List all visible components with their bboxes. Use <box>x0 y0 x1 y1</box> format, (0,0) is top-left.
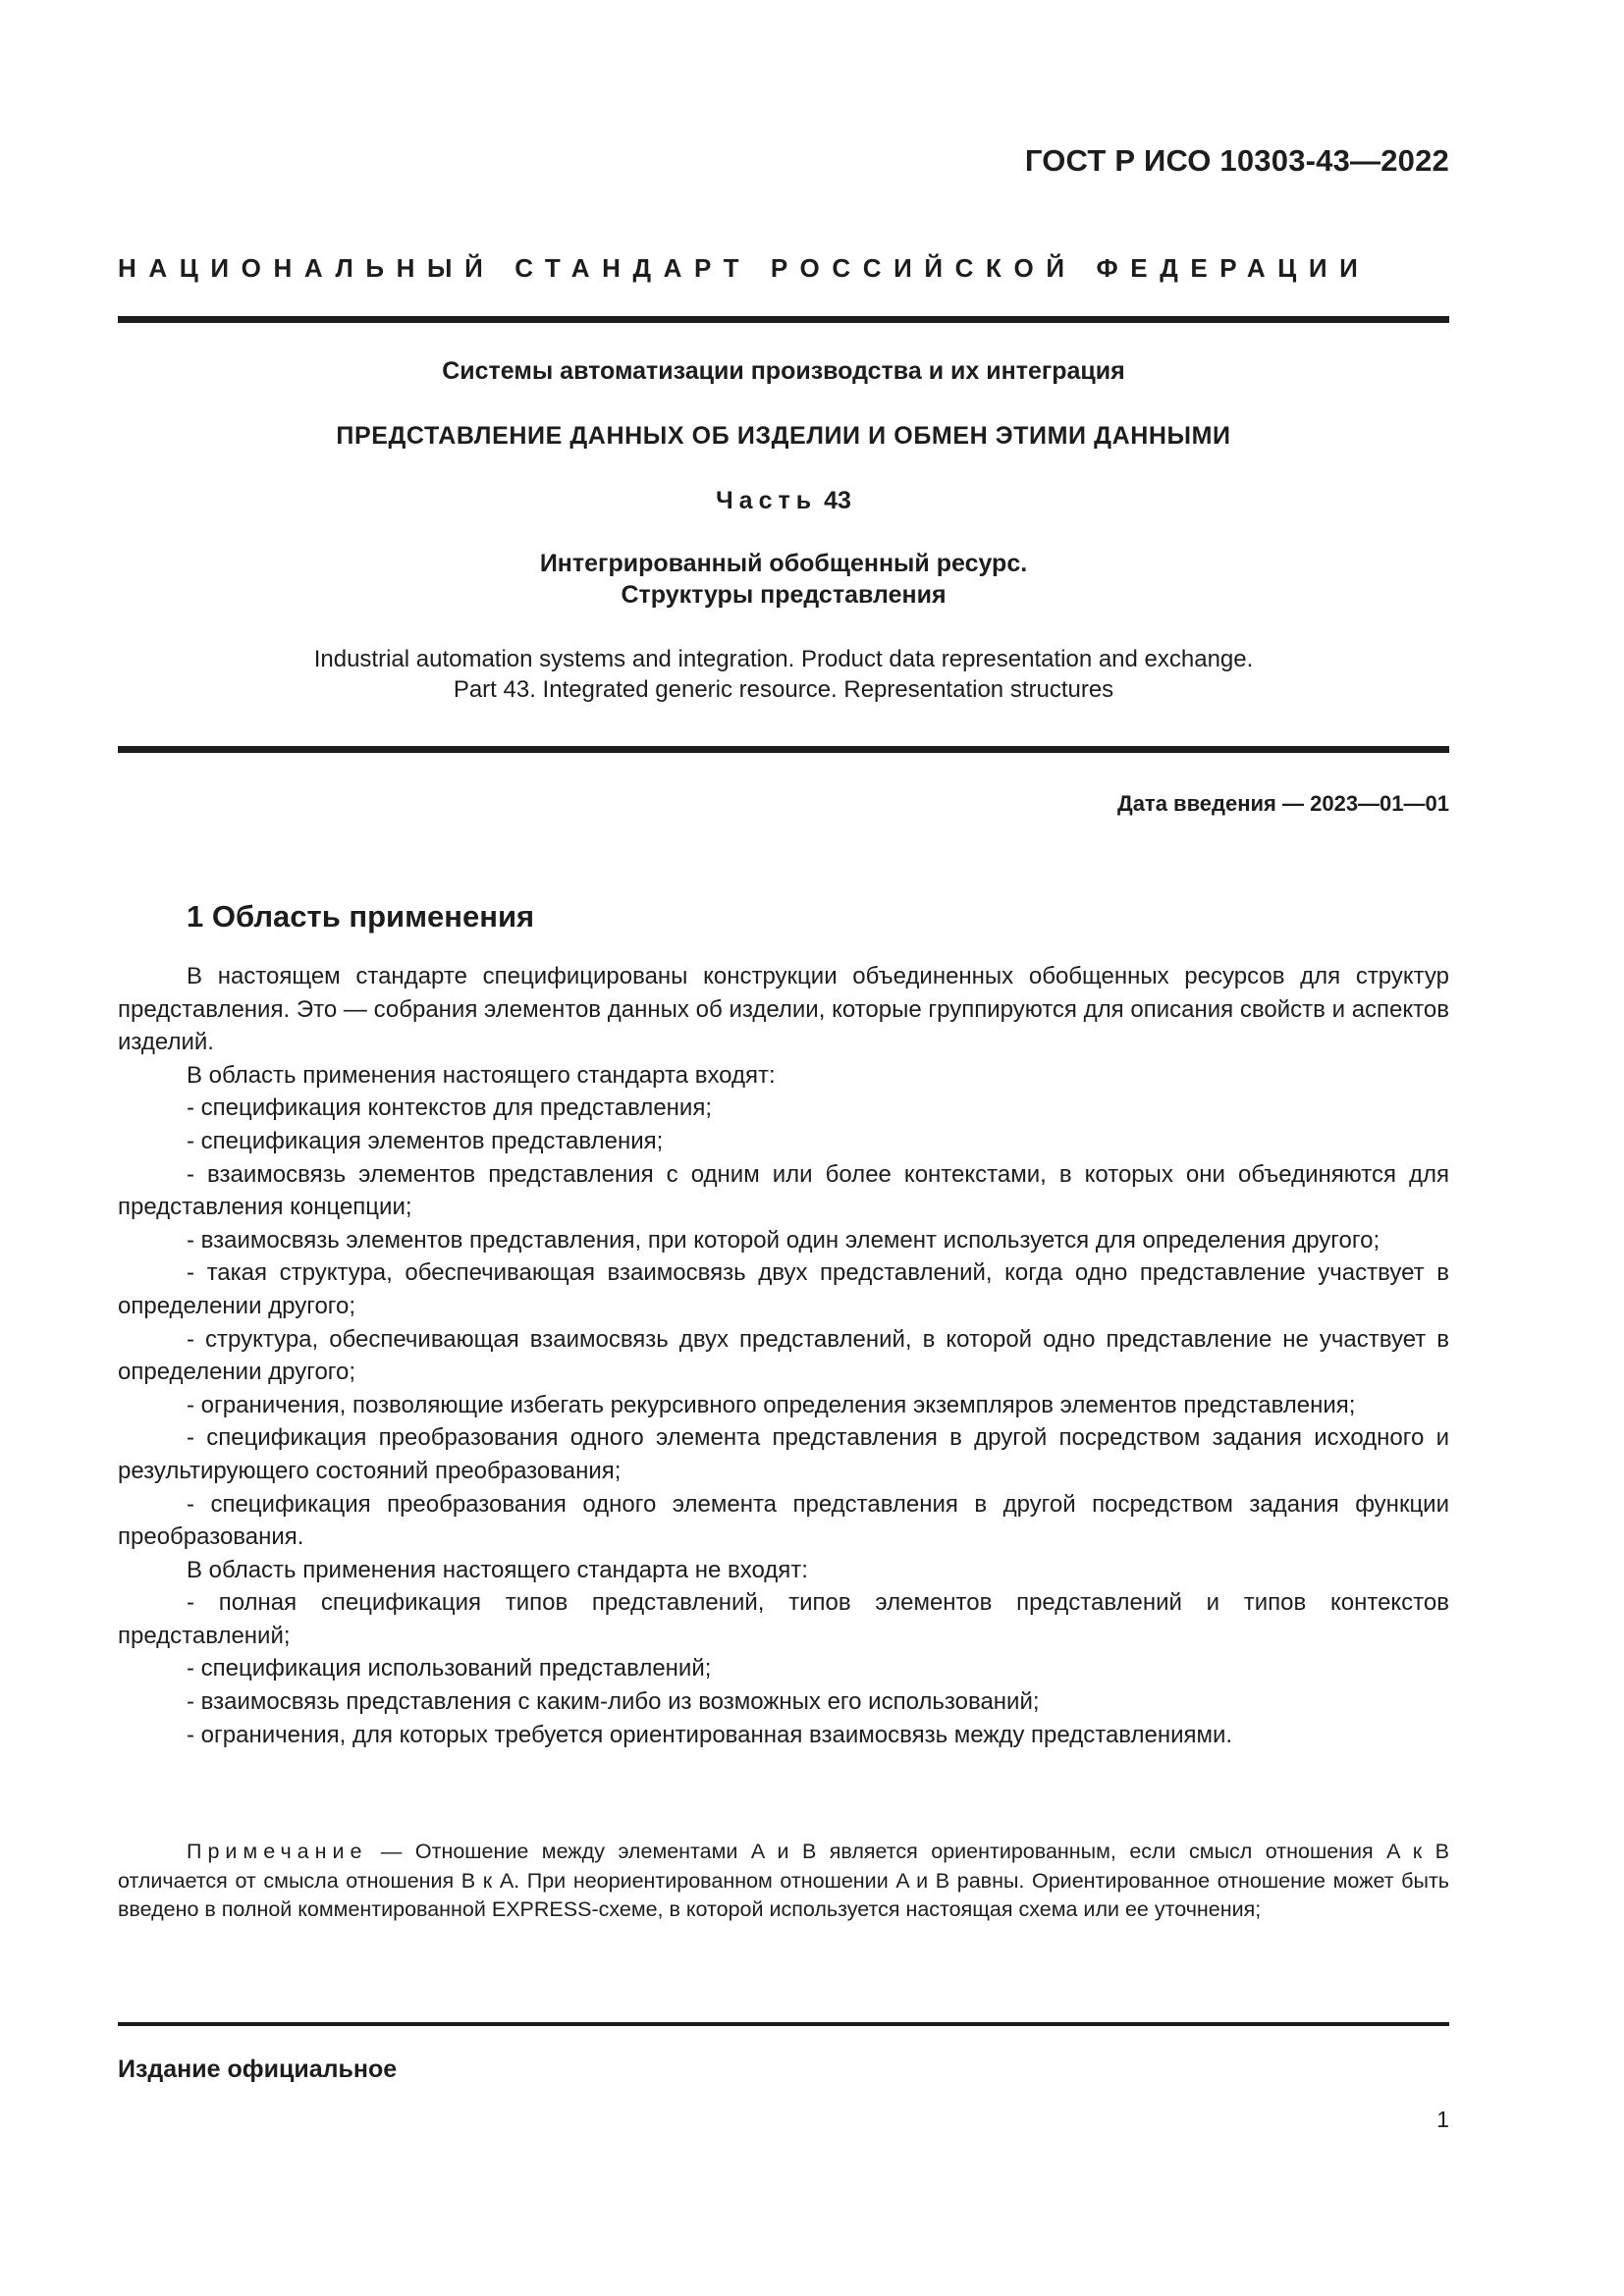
section-heading: 1 Область применения <box>187 899 535 934</box>
note-label: Примечание <box>187 1840 368 1863</box>
edition-label: Издание официальное <box>118 2056 398 2083</box>
list-item: - спецификация преобразования одного элемента представления в другой посредством задания исходного и результирующего состояний преобразования; <box>118 1424 1449 1484</box>
paragraph: В область применения настоящего стандарта входят: <box>187 1061 776 1089</box>
english-title <box>118 644 1449 705</box>
paragraph: В область применения настоящего стандарта не входят: <box>187 1556 808 1583</box>
english-title-line-2: Part 43. Integrated generic resource. Representation structures <box>453 676 1114 703</box>
note-paragraph <box>118 1838 1449 1925</box>
list-item: - взаимосвязь представления с каким-либо из возможных его использований; <box>187 1688 1040 1716</box>
part-label <box>118 487 1449 515</box>
list-item: - взаимосвязь элементов представления с одним или более контекстами, в которых они объединяются для представления концепции; <box>118 1160 1449 1221</box>
series-title: Системы автоматизации производства и их интеграция <box>442 357 1125 385</box>
list-item: - структура, обеспечивающая взаимосвязь двух представлений, в которой одно представление не участвует в определении другого; <box>118 1325 1449 1386</box>
section-body <box>118 960 1449 1751</box>
part-word: Часть <box>716 487 818 514</box>
page-number: 1 <box>1436 2107 1449 2132</box>
list-item: - спецификация элементов представления; <box>187 1127 664 1154</box>
list-item: - спецификация использований представлений; <box>187 1655 712 1682</box>
list-item: - взаимосвязь элементов представления, при которой один элемент используется для определения другого; <box>187 1226 1380 1254</box>
footer-rule <box>118 2022 1449 2026</box>
top-rule <box>118 316 1449 323</box>
subtitle <box>118 548 1449 611</box>
list-item: - спецификация преобразования одного элемента представления в другой посредством задания функции преобразования. <box>118 1490 1449 1551</box>
list-item: - полная спецификация типов представлений, типов элементов представлений и типов контекстов представлений; <box>118 1589 1449 1649</box>
date-of-introduction: Дата введения — 2023—01—01 <box>1117 791 1449 816</box>
standard-designation: ГОСТ Р ИСО 10303-43—2022 <box>1024 143 1449 178</box>
list-item: - такая структура, обеспечивающая взаимосвязь двух представлений, когда одно представление участвует в определении другого; <box>118 1259 1449 1319</box>
subtitle-line-1: Интегрированный обобщенный ресурс. <box>539 550 1028 577</box>
subtitle-line-2: Структуры представления <box>621 581 947 609</box>
note-text: — Отношение между элементами A и B является ориентированным, если смысл отношения A к B отличается от смысла отношения B к A. При неориентированном отношении A и B равны. Ориентированное отношение может быть введено в полной комментированной EXPRESS-схеме, в которой используется настоящая схема или ее уточнения; <box>118 1840 1449 1921</box>
paragraph: В настоящем стандарте специфицированы конструкции объединенных обобщенных ресурсов для структур представления. Это — собрания элементов данных об изделии, которые группируются для описания свойств и аспектов изделий. <box>118 963 1449 1056</box>
note <box>118 1838 1449 1925</box>
main-title: ПРЕДСТАВЛЕНИЕ ДАННЫХ ОБ ИЗДЕЛИИ И ОБМЕН ЭТИМИ ДАННЫМИ <box>336 422 1231 450</box>
title-rule <box>118 746 1449 753</box>
list-item: - ограничения, для которых требуется ориентированная взаимосвязь между представлениями. <box>187 1721 1233 1748</box>
list-item: - ограничения, позволяющие избегать рекурсивного определения экземпляров элементов представления; <box>187 1391 1356 1418</box>
national-standard-banner: НАЦИОНАЛЬНЫЙ СТАНДАРТ РОССИЙСКОЙ ФЕДЕРАЦИИ <box>118 253 1371 283</box>
list-item: - спецификация контекстов для представления; <box>187 1095 712 1122</box>
english-title-line-1: Industrial automation systems and integration. Product data representation and exchange. <box>313 646 1254 672</box>
part-number: 43 <box>824 487 851 514</box>
